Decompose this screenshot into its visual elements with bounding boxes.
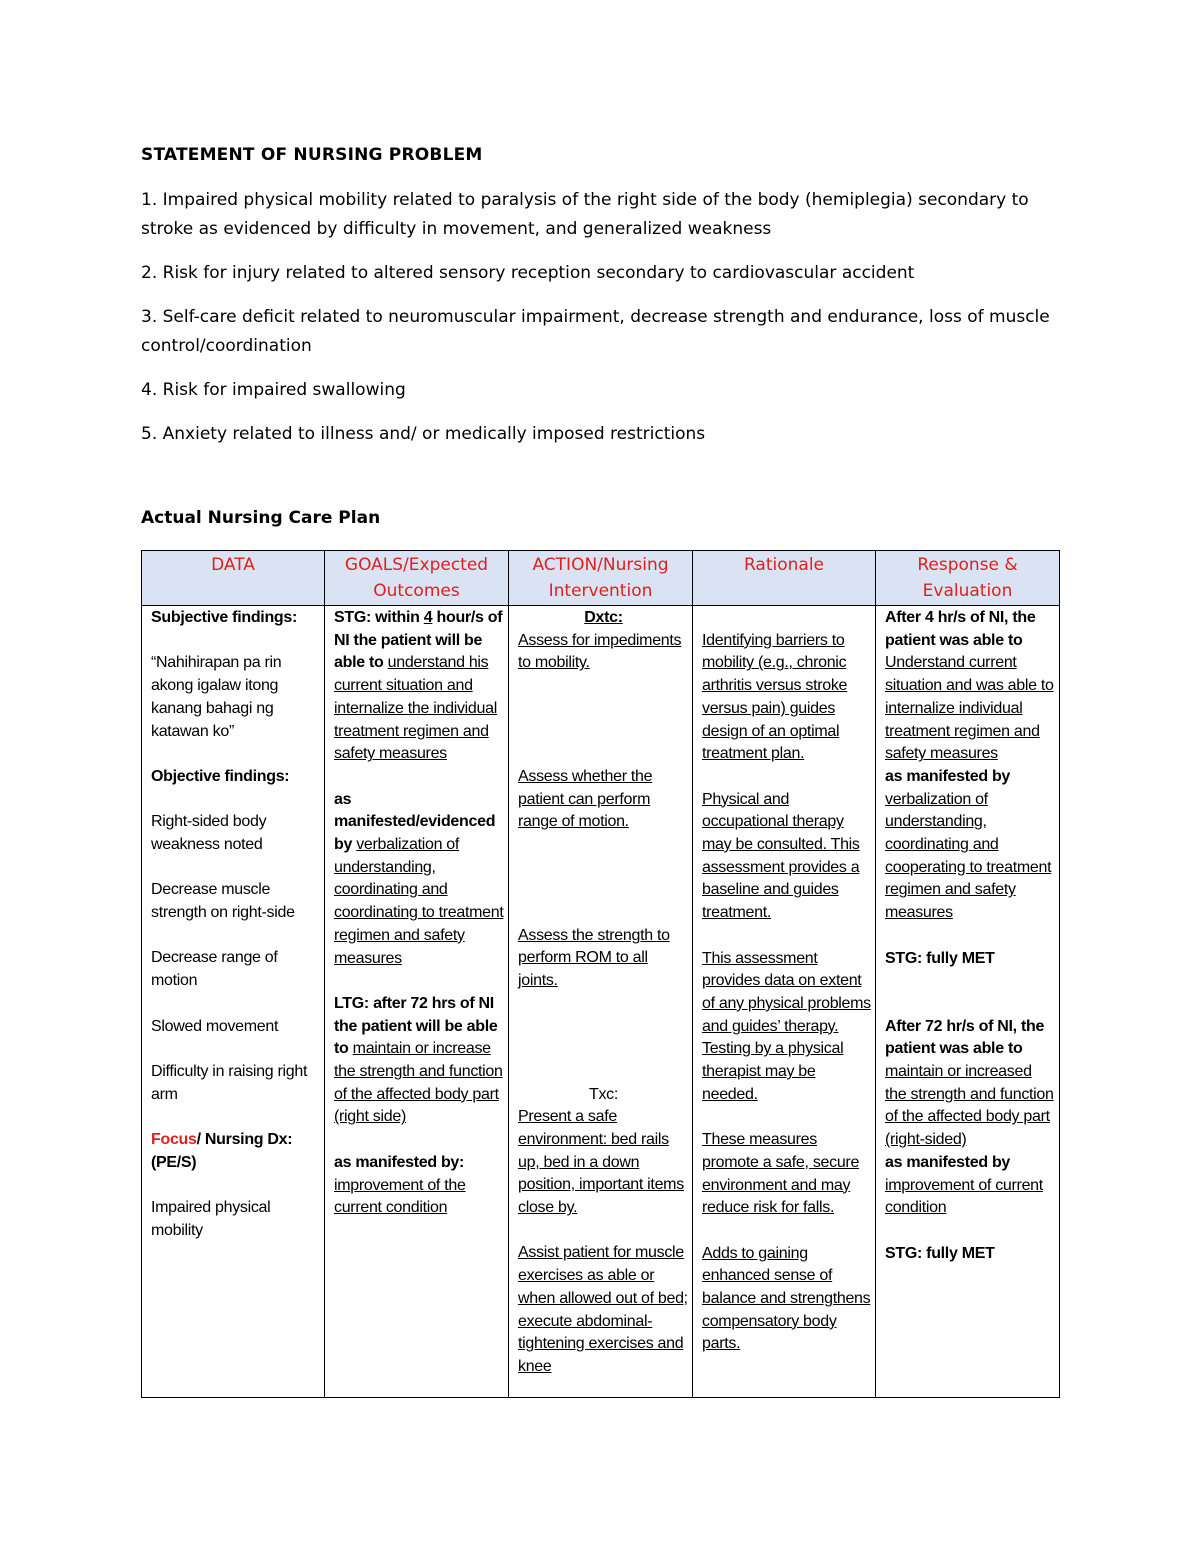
problem-item: 4. Risk for impaired swallowing [141, 380, 406, 400]
careplan-title: Actual Nursing Care Plan [141, 508, 381, 528]
rationale-item: Physical and occupational therapy may be consulted. This assessment provides a baseline and guides treatment. [702, 790, 860, 922]
rationale-item: Identifying barriers to mobility (e.g., chronic arthritis versus stroke versus pain) guides design of an optimal treatment plan. [702, 631, 848, 763]
header-response: Response & Evaluation [876, 551, 1060, 606]
subjective-quote: “Nahihirapan pa rin akong igalaw itong kanang bahagi ng katawan ko” [151, 654, 282, 740]
ltg-response-outcome: maintain or increased the strength and function of the affected body part (right-sided) [885, 1063, 1054, 1149]
objective-item: Decrease muscle strength on right-side [151, 881, 295, 922]
header-rationale: Rationale [693, 551, 876, 606]
problem-item: 1. Impaired physical mobility related to paralysis of the right side of the body (hemiplegia) secondary to stroke as evidenced by difficulty in movement, and generalized weakness [141, 190, 1029, 239]
problem-item: 5. Anxiety related to illness and/ or medically imposed restrictions [141, 424, 706, 444]
stg-manifest: as manifested/evidenced by verbalization of understanding, coordinating and coordinating to treatment regimen and safety measures [334, 790, 504, 967]
ltg-status: STG: fully MET [885, 1244, 995, 1262]
stg-response-manifest-label: as manifested by [885, 767, 1011, 785]
stg-goal: STG: within 4 hour/s of NI the patient will be able to understand his current situation and internalize the individual treatment regimen and safety measures [334, 609, 503, 763]
care-plan-table [141, 550, 1060, 1398]
stg-status: STG: fully MET [885, 949, 995, 967]
objective-item: Slowed movement [151, 1017, 279, 1035]
intervention-item: Assist patient for muscle exercises as able or when allowed out of bed; execute abdominal-tightening exercises and knee [518, 1244, 688, 1375]
rationale-item: Adds to gaining enhanced sense of balance and strengthens compensatory body parts. [702, 1244, 871, 1353]
goals-cell [325, 606, 509, 1398]
stg-response-lead: After 4 hr/s of NI, the patient was able to [885, 609, 1036, 649]
nursing-diagnosis: Impaired physical mobility [151, 1199, 271, 1239]
ltg-response-manifest-label: as manifested by [885, 1153, 1011, 1171]
ltg-response-manifest: improvement of current condition [885, 1176, 1043, 1217]
objective-label: Objective findings: [151, 767, 290, 785]
header-data: DATA [142, 551, 325, 606]
objective-item: Difficulty in raising right arm [151, 1062, 308, 1103]
rationale-item: These measures promote a safe, secure environment and may reduce risk for falls. [702, 1131, 860, 1217]
rationale-cell [693, 606, 876, 1398]
intervention-item: Assess whether the patient can perform range of motion. [518, 767, 653, 831]
statement-title: STATEMENT OF NURSING PROBLEM [141, 145, 483, 165]
problem-item: 2. Risk for injury related to altered sensory reception secondary to cardiovascular accident [141, 263, 915, 283]
action-cell [509, 606, 693, 1398]
intervention-item: Present a safe environment: bed rails up, bed in a down position, important items close by. [518, 1108, 684, 1217]
subjective-label: Subjective findings: [151, 609, 298, 626]
dxtc-label: Dxtc: [584, 609, 623, 626]
problem-item: 3. Self-care deficit related to neuromuscular impairment, decrease strength and endurance, loss of muscle control/coordination [141, 307, 1050, 356]
rationale-item: This assessment provides data on extent of any physical problems and guides’ therapy. Testing by a physical therapist may be needed. [702, 949, 871, 1103]
focus-label: Focus/ Nursing Dx: (PE/S) [151, 1131, 293, 1171]
data-cell [142, 606, 325, 1398]
ltg-manifest: as manifested by: improvement of the current condition [334, 1153, 466, 1217]
ltg-goal: LTG: after 72 hrs of NI the patient will be able to maintain or increase the strength and function of the affected body part (right side) [334, 994, 503, 1126]
intervention-item: Assess for impediments to mobility. [518, 631, 682, 672]
stg-response-outcome: Understand current situation and was able to internalize individual treatment regimen and safety measures [885, 654, 1054, 763]
objective-item: Right-sided body weakness noted [151, 813, 267, 853]
problem-list [141, 186, 1059, 464]
ltg-response-lead: After 72 hr/s of NI, the patient was able to [885, 1017, 1045, 1058]
intervention-item: Assess the strength to perform ROM to all joints. [518, 926, 670, 990]
table-header-row [142, 551, 1060, 606]
objective-item: Decrease range of motion [151, 949, 278, 990]
response-cell [876, 606, 1060, 1398]
header-action: ACTION/Nursing Intervention [509, 551, 693, 606]
table-row [142, 606, 1060, 1398]
stg-response-manifest: verbalization of understanding, coordinating and cooperating to treatment regimen and safety measures [885, 790, 1052, 922]
txc-label: Txc: [588, 1085, 619, 1103]
header-goals: GOALS/Expected Outcomes [325, 551, 509, 606]
